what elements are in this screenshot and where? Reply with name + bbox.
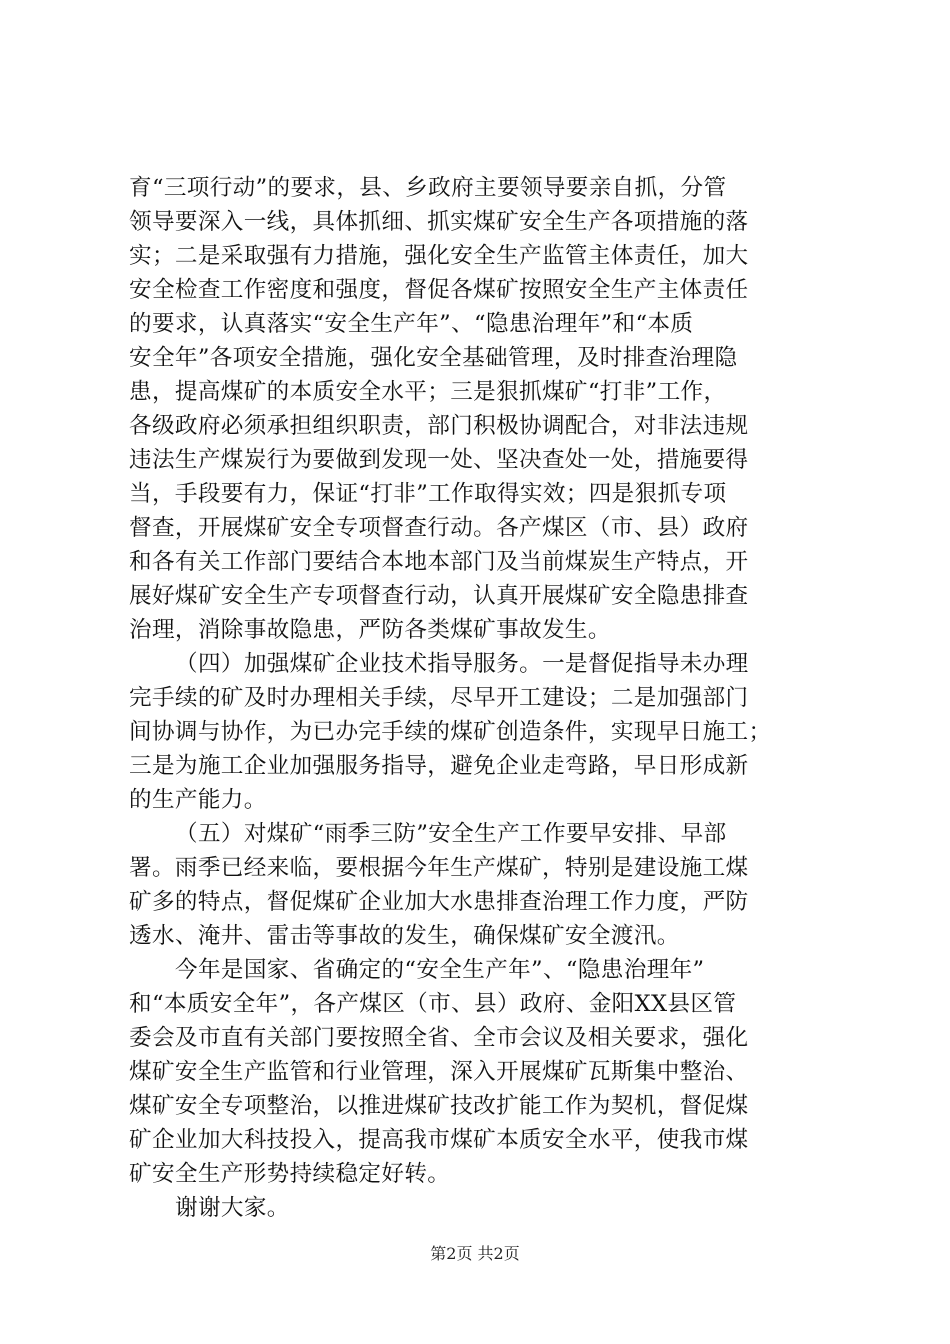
text-line: 育“三项行动”的要求，县、乡政府主要领导要亲自抓，分管 <box>129 175 727 201</box>
text-line: 安全年”各项安全措施，强化安全基础管理，及时排查治理隐 <box>129 345 738 371</box>
text-line: 督查，开展煤矿安全专项督查行动。各产煤区（市、县）政府 <box>129 515 749 541</box>
text-line: 署。雨季已经来临，要根据今年生产煤矿，特别是建设施工煤 <box>129 855 749 881</box>
paragraph-start-line: （五）对煤矿“雨季三防”安全生产工作要早安排、早部 <box>175 821 727 847</box>
text-line: 间协调与协作，为已办完手续的煤矿创造条件，实现早日施工； <box>129 719 772 745</box>
body-text <box>129 171 829 1225</box>
text-line: 各级政府必须承担组织职责，部门积极协调配合，对非法违规 <box>129 413 749 439</box>
text-line: 的生产能力。 <box>129 787 267 813</box>
text-line: 当，手段要有力，保证“打非”工作取得实效；四是狠抓专项 <box>129 481 727 507</box>
text-line: 矿企业加大科技投入，提高我市煤矿本质安全水平，使我市煤 <box>129 1127 749 1153</box>
page-number-footer: 第2页 共2页 <box>430 1244 520 1263</box>
text-line: 患，提高煤矿的本质安全水平；三是狠抓煤矿“打非”工作， <box>129 379 727 405</box>
text-line: 煤矿安全专项整治，以推进煤矿技改扩能工作为契机，督促煤 <box>129 1093 749 1119</box>
text-line: 三是为施工企业加强服务指导，避免企业走弯路，早日形成新 <box>129 753 749 779</box>
text-line: 和“本质安全年”，各产煤区（市、县）政府、金阳XX县区管 <box>129 991 737 1017</box>
text-line: 矿多的特点，督促煤矿企业加大水患排查治理工作力度，严防 <box>129 889 749 915</box>
text-line: 完手续的矿及时办理相关手续，尽早开工建设；二是加强部门 <box>129 685 749 711</box>
closing-line: 谢谢大家。 <box>175 1195 290 1221</box>
text-line: 矿安全生产形势持续稳定好转。 <box>129 1161 451 1187</box>
paragraph-start-line: 今年是国家、省确定的“安全生产年”、“隐患治理年” <box>175 957 705 983</box>
text-line: 煤矿安全生产监管和行业管理，深入开展煤矿瓦斯集中整治、 <box>129 1059 749 1085</box>
text-line: 治理，消除事故隐患，严防各类煤矿事故发生。 <box>129 617 611 643</box>
text-line: 展好煤矿安全生产专项督查行动，认真开展煤矿安全隐患排查 <box>129 583 749 609</box>
text-line: 委会及市直有关部门要按照全省、全市会议及相关要求，强化 <box>129 1025 749 1051</box>
text-line: 领导要深入一线，具体抓细、抓实煤矿安全生产各项措施的落 <box>129 209 749 235</box>
text-line: 安全检查工作密度和强度，督促各煤矿按照安全生产主体责任 <box>129 277 749 303</box>
text-line: 透水、淹井、雷击等事故的发生，确保煤矿安全渡汛。 <box>129 923 680 949</box>
paragraph-start-line: （四）加强煤矿企业技术指导服务。一是督促指导未办理 <box>175 651 749 677</box>
text-line: 实；二是采取强有力措施，强化安全生产监管主体责任，加大 <box>129 243 749 269</box>
text-line: 违法生产煤炭行为要做到发现一处、坚决查处一处，措施要得 <box>129 447 749 473</box>
text-line: 和各有关工作部门要结合本地本部门及当前煤炭生产特点，开 <box>129 549 749 575</box>
text-line: 的要求，认真落实“安全生产年”、“隐患治理年”和“本质 <box>129 311 694 337</box>
